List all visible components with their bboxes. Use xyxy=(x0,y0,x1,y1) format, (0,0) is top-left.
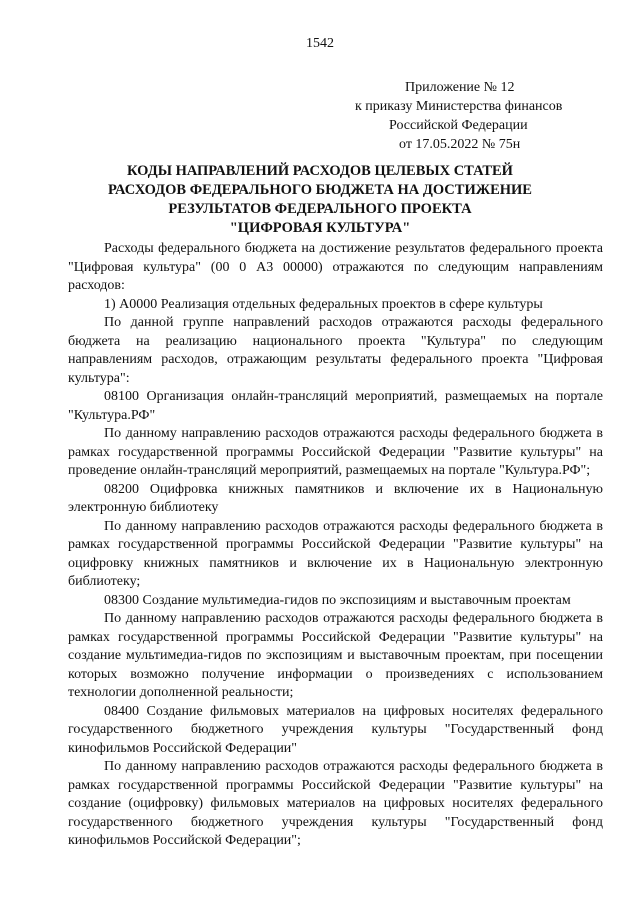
body-paragraph: По данной группе направлений расходов отражаются расходы федерального бюджета на реализацию национального проекта "Культура" по следующим направлениям расходов, отражающим результаты федерального проекта "Цифровая культура": xyxy=(68,315,603,386)
title-line: КОДЫ НАПРАВЛЕНИЙ РАСХОДОВ ЦЕЛЕВЫХ СТАТЕЙ xyxy=(127,163,513,179)
appendix-ministry: Российской Федерации xyxy=(389,118,528,133)
section-heading: 1) А0000 Реализация отдельных федеральных проектов в сфере культуры xyxy=(104,296,543,312)
code-heading: 08400 Создание фильмовых материалов на цифровых носителях федерального государственного бюджетного учреждения культуры "Государственный фонд кинофильмов Российской Федерации" xyxy=(68,703,603,756)
document-title xyxy=(70,162,570,238)
code-heading: 08300 Создание мультимедиа-гидов по экспозициям и выставочным проектам xyxy=(104,592,571,608)
body-paragraph: По данному направлению расходов отражаются расходы федерального бюджета в рамках государственной программы Российской Федерации "Развитие культуры" на создание мультимедиа-гидов по экспозициям и выставочным проектам, при посещении которых возможно получение информации о произведениях с использованием технологии дополненной реальности; xyxy=(68,611,603,700)
appendix-block xyxy=(355,78,562,154)
title-line: РЕЗУЛЬТАТОВ ФЕДЕРАЛЬНОГО ПРОЕКТА xyxy=(168,201,472,217)
appendix-date: от 17.05.2022 № 75н xyxy=(399,137,521,152)
appendix-number: Приложение № 12 xyxy=(405,80,515,95)
appendix-order: к приказу Министерства финансов xyxy=(355,99,563,114)
body-paragraph: По данному направлению расходов отражаются расходы федерального бюджета в рамках государственной программы Российской Федерации "Развитие культуры" на оцифровку книжных памятников и включение их в Национальную электронную библиотеку; xyxy=(68,518,603,589)
body-paragraph: По данному направлению расходов отражаются расходы федерального бюджета в рамках государственной программы Российской Федерации "Развитие культуры" на создание (оцифровку) фильмовых материалов на цифровых носителях федерального государственного бюджетного учреждения культуры "Государственный фонд кинофильмов Российской Федерации"; xyxy=(68,759,603,848)
title-line: РАСХОДОВ ФЕДЕРАЛЬНОГО БЮДЖЕТА НА ДОСТИЖЕНИЕ xyxy=(108,182,532,198)
code-heading: 08200 Оцифровка книжных памятников и включение их в Национальную электронную библиотеку xyxy=(68,481,603,515)
page-number: 1542 xyxy=(306,36,334,51)
title-line: "ЦИФРОВАЯ КУЛЬТУРА" xyxy=(229,220,411,236)
body-paragraph: По данному направлению расходов отражаются расходы федерального бюджета в рамках государственной программы Российской Федерации "Развитие культуры" на проведение онлайн-трансляций мероприятий, размещаемых на портале "Культура.РФ"; xyxy=(68,426,603,478)
document-body xyxy=(68,240,603,851)
intro-paragraph: Расходы федерального бюджета на достижение результатов федерального проекта "Цифровая культура" (00 0 А3 00000) отражаются по следующим направлениям расходов: xyxy=(68,241,603,293)
code-heading: 08100 Организация онлайн-трансляций мероприятий, размещаемых на портале "Культура.РФ" xyxy=(68,389,603,423)
